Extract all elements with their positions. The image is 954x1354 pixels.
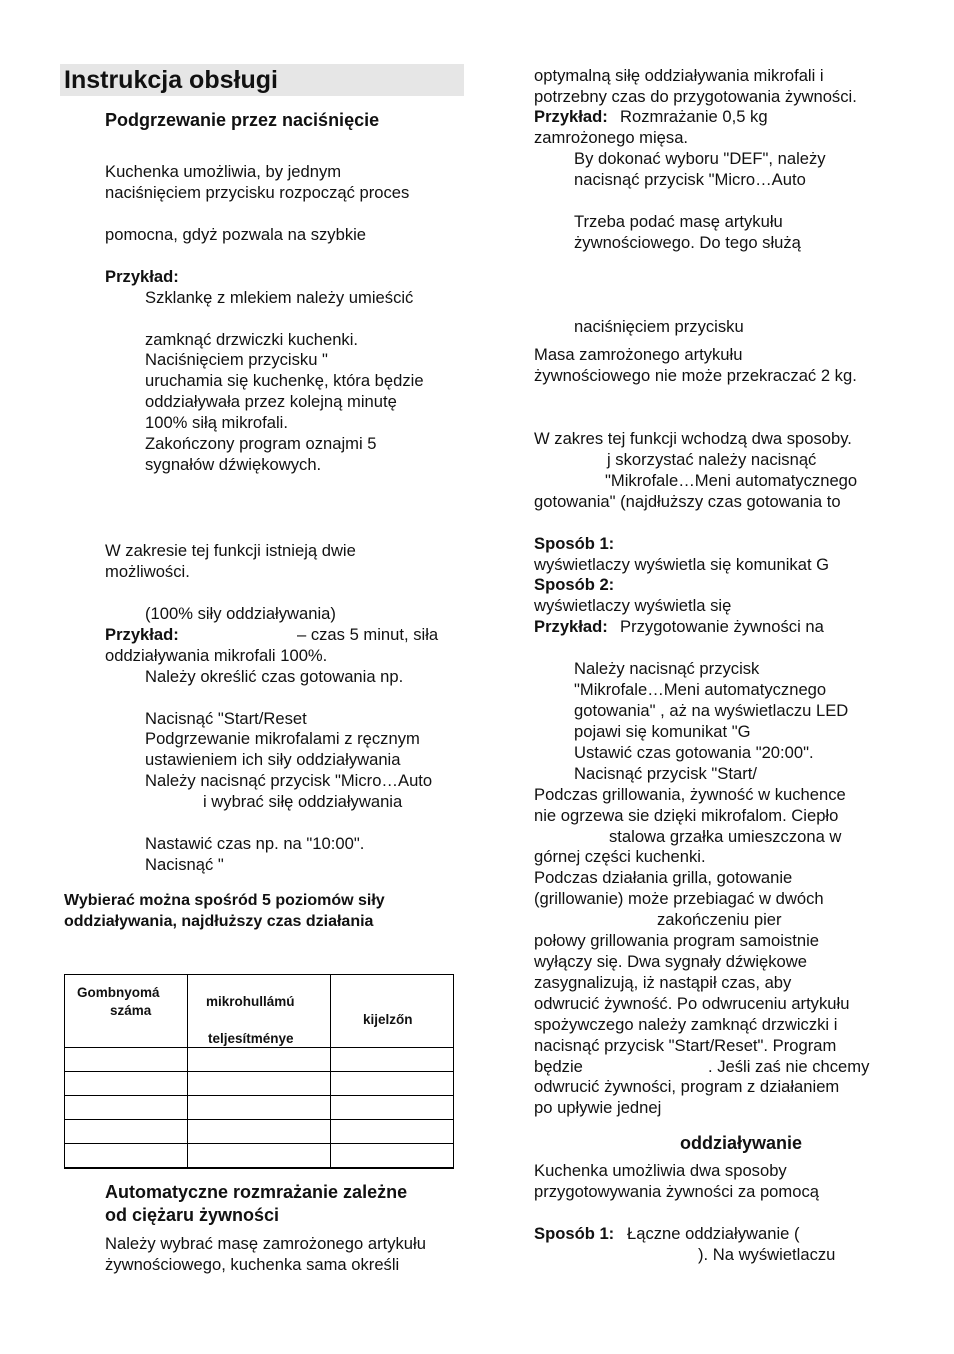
paragraph-line: żywnościowego, kuchenka sama określi (105, 1255, 400, 1274)
paragraph-line: Kuchenka umożliwia, by jednym (105, 162, 342, 181)
example-text: zamrożonego mięsa. (534, 128, 689, 147)
heading-auto-defrost: od ciężaru żywności (105, 1205, 280, 1225)
example-line: sygnałów dźwiękowych. (145, 455, 322, 474)
table-header-cell (188, 975, 331, 1048)
example-line: Zakończony program oznajmi 5 (145, 434, 377, 453)
example-line: zamknąć drzwiczki kuchenki. (145, 330, 359, 349)
example-line: uruchamia się kuchenkę, która będzie (145, 371, 424, 390)
paragraph-line: W zakresie tej funkcji istnieją dwie (105, 541, 356, 560)
paragraph-line: Kuchenka umożliwia dwa sposoby (534, 1161, 787, 1180)
table-cell (331, 1072, 454, 1096)
paragraph-line: żywnościowego nie może przekraczać 2 kg. (534, 366, 857, 385)
table-header-row (65, 975, 454, 1048)
paragraph-line: stalowa grzałka umieszczona w (609, 827, 842, 846)
table-cell (331, 1120, 454, 1144)
table-cell (65, 1144, 188, 1169)
example-text: oddziaływania mikrofali 100%. (105, 646, 328, 665)
paragraph-line: pomocna, gdyż pozwala na szybkie (105, 225, 367, 244)
example-line: Szklankę z mlekiem należy umieścić (145, 288, 414, 307)
power-levels-table (64, 974, 454, 1169)
example-line: oddziaływała przez kolejną minutę (145, 392, 397, 411)
paragraph-line: wyłączy się. Dwa sygnały dźwiękowe (534, 952, 807, 971)
paragraph-line: nacisnąć przycisk "Start/Reset". Program (534, 1036, 837, 1055)
paragraph-line: j skorzystać należy nacisnąć (607, 450, 817, 469)
step-line: gotowania" , aż na wyświetlaczu LED (574, 701, 849, 720)
paragraph-line: W zakres tej funkcji wchodzą dwa sposoby. (534, 429, 852, 448)
paragraph-line: możliwości. (105, 562, 190, 581)
paragraph-line: "Mikrofale…Meni automatycznego (605, 471, 858, 490)
step-line: ustawieniem ich siły oddziaływania (145, 750, 401, 769)
paragraph-line: (100% siły oddziaływania) (145, 604, 336, 623)
paragraph-line: odwrucić żywności, program z działaniem (534, 1077, 840, 1096)
paragraph-line: zakończeniu pier (657, 910, 782, 929)
header-text: Gombnyomá (77, 985, 160, 1000)
table-row (65, 1048, 454, 1072)
table-cell (188, 1144, 331, 1169)
paragraph-line: potrzebny czas do przygotowania żywności. (534, 87, 857, 106)
table-cell (331, 1144, 454, 1169)
header-text: száma (110, 1003, 152, 1018)
example-label: Przykład: (534, 107, 608, 126)
heading-combined: oddziaływanie (680, 1133, 803, 1153)
paragraph-line: będzie (534, 1057, 583, 1076)
paragraph-line: . Jeśli zaś nie chcemy (708, 1057, 870, 1076)
example-label: Przykład: (105, 625, 179, 644)
step-line: "Mikrofale…Meni automatycznego (574, 680, 827, 699)
step-line: Ustawić czas gotowania "20:00". (574, 743, 814, 762)
method-text: Łączne oddziaływanie ( (627, 1224, 800, 1243)
paragraph-line: (grillowanie) może przebiagać w dwóch (534, 889, 824, 908)
step-line: Podgrzewanie mikrofalami z ręcznym (145, 729, 420, 748)
paragraph-line: nie ogrzewa sie dzięki mikrofalom. Ciepło (534, 806, 839, 825)
paragraph-line: Masa zamrożonego artykułu (534, 345, 743, 364)
example-line: 100% siłą mikrofali. (145, 413, 288, 432)
table-row (65, 1072, 454, 1096)
step-line: nacisnąć przycisk "Micro…Auto (574, 170, 806, 189)
paragraph-line: Podczas działania grilla, gotowanie (534, 868, 793, 887)
table-cell (188, 1096, 331, 1120)
step-line: żywnościowego. Do tego służą (574, 233, 801, 252)
paragraph-line: gotowania" (najdłuższy czas gotowania to (534, 492, 841, 511)
example-text: Przygotowanie żywności na (620, 617, 824, 636)
paragraph-line: spożywczego należy zamknąć drzwiczki i (534, 1015, 838, 1034)
step-line: Nacisnąć przycisk "Start/ (574, 764, 757, 783)
step-line: Trzeba podać masę artykułu (574, 212, 783, 231)
heading-auto-defrost: Automatyczne rozmrażanie zależne (105, 1182, 408, 1202)
table-row (65, 1120, 454, 1144)
method-text: wyświetlaczy wyświetla się (534, 596, 732, 615)
table-cell (65, 1096, 188, 1120)
bold-paragraph-line: oddziaływania, najdłuższy czas działania (64, 913, 374, 930)
paragraph-line: przygotowywania żywności za pomocą (534, 1182, 819, 1201)
table-cell (65, 1048, 188, 1072)
step-line: Należy nacisnąć przycisk (574, 659, 760, 678)
paragraph-line: naciśnięciem przycisku rozpocząć proces (105, 183, 410, 202)
paragraph-line: po upływie jednej (534, 1098, 662, 1117)
table-cell (65, 1072, 188, 1096)
example-text: – czas 5 minut, siła (297, 625, 439, 644)
table-row (65, 1096, 454, 1120)
table-header-cell (65, 975, 188, 1048)
paragraph-line: górnej części kuchenki. (534, 847, 706, 866)
example-label: Przykład: (534, 617, 608, 636)
table-cell (331, 1096, 454, 1120)
heading-one-touch: Podgrzewanie przez naciśnięcie (105, 110, 380, 130)
table-row (65, 1144, 454, 1169)
step-line: Nacisnąć "Start/Reset (145, 709, 307, 728)
paragraph-line: połowy grillowania program samoistnie (534, 931, 819, 950)
header-text: kijelzőn (363, 1012, 413, 1027)
header-text: teljesítménye (208, 1031, 294, 1046)
step-line: Nastawić czas np. na "10:00". (145, 834, 365, 853)
table-cell (188, 1120, 331, 1144)
table-header-cell (331, 975, 454, 1048)
bold-paragraph-line: Wybierać można spośród 5 poziomów siły (64, 892, 385, 909)
method-text: wyświetlaczy wyświetla się komunikat G (534, 555, 830, 574)
paragraph-line: Należy wybrać masę zamrożonego artykułu (105, 1234, 426, 1253)
example-label: Przykład: (105, 267, 179, 286)
table-cell (331, 1048, 454, 1072)
step-line: By dokonać wyboru "DEF", należy (574, 149, 826, 168)
step-line: naciśnięciem przycisku (574, 317, 744, 336)
step-line: Należy nacisnąć przycisk "Micro…Auto (145, 771, 433, 790)
table-cell (188, 1072, 331, 1096)
header-text: mikrohullámú (206, 994, 295, 1009)
page-title: Instrukcja obsługi (64, 66, 278, 94)
method-label: Sposób 1: (534, 1224, 615, 1243)
paragraph-line: ). Na wyświetlaczu (698, 1245, 836, 1264)
paragraph-line: zasygnalizują, iż nastąpił czas, aby (534, 973, 792, 992)
table-cell (65, 1120, 188, 1144)
step-line: pojawi się komunikat "G (574, 722, 751, 741)
step-line: Nacisnąć " (145, 855, 224, 874)
method-label: Sposób 2: (534, 575, 615, 594)
paragraph-line: optymalną siłę oddziaływania mikrofali i (534, 66, 824, 85)
example-text: Rozmrażanie 0,5 kg (620, 107, 768, 126)
paragraph-line: odwrucić żywność. Po odwruceniu artykułu (534, 994, 850, 1013)
paragraph-line: Podczas grillowania, żywność w kuchence (534, 785, 846, 804)
example-line: Naciśnięciem przycisku " (145, 350, 328, 369)
method-label: Sposób 1: (534, 534, 615, 553)
step-line: i wybrać siłę oddziaływania (203, 792, 403, 811)
step-line: Należy określić czas gotowania np. (145, 667, 404, 686)
table-cell (188, 1048, 331, 1072)
